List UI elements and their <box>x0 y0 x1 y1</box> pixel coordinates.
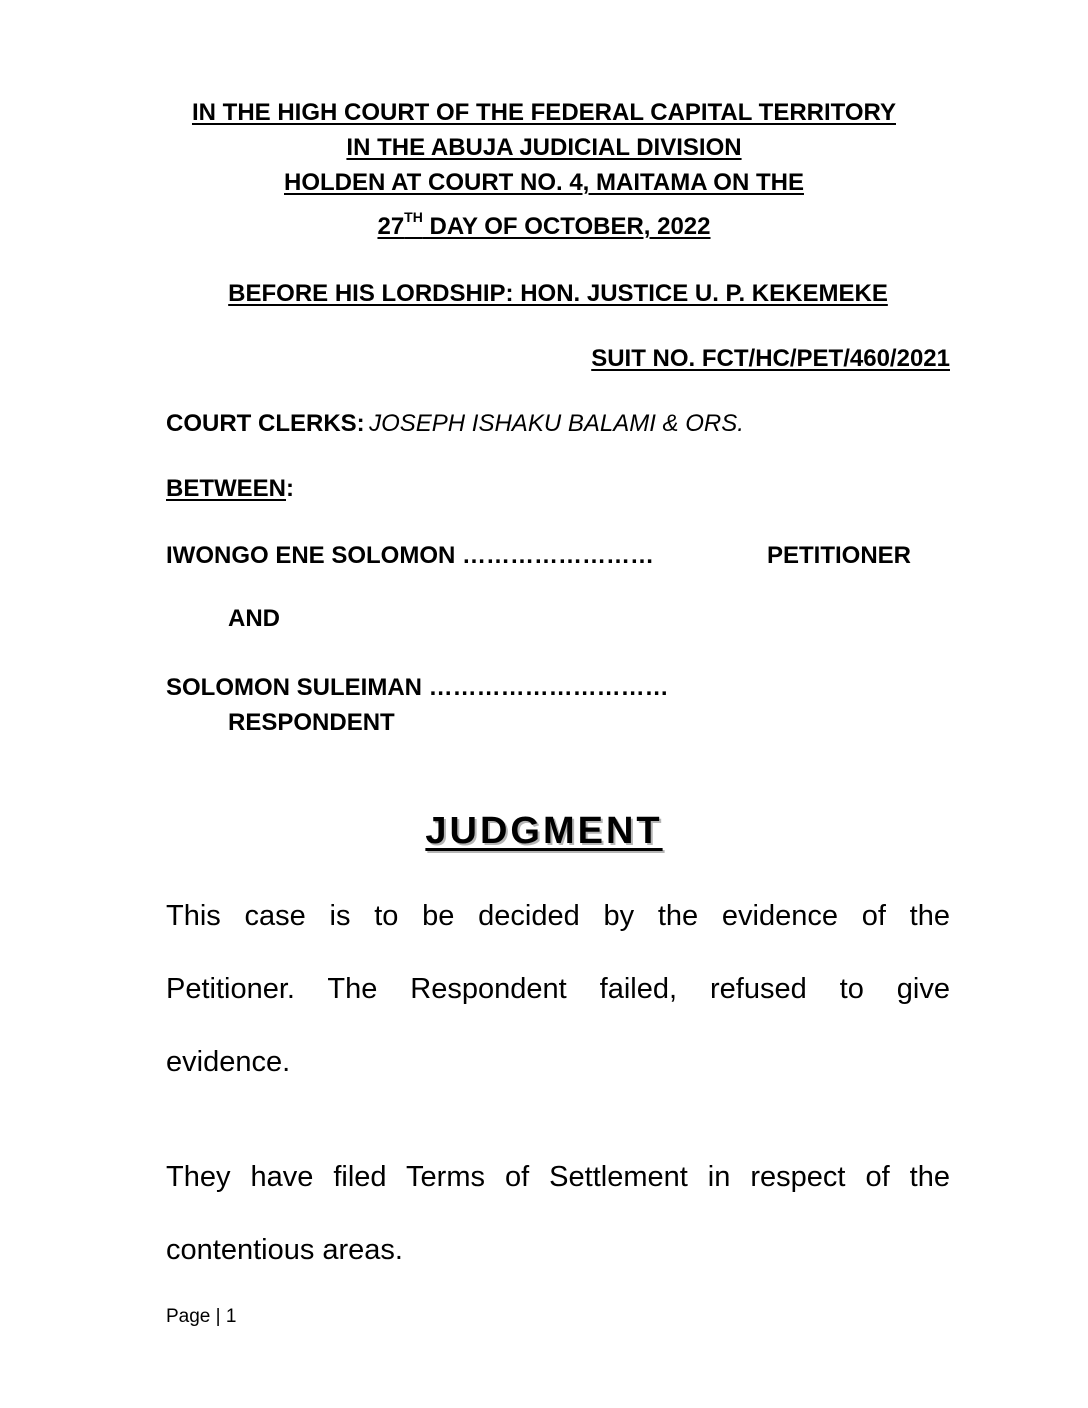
hearing-date-ordinal: TH <box>404 209 423 225</box>
between-label: BETWEEN <box>166 475 286 502</box>
hearing-date-day: 27 <box>377 213 405 240</box>
paragraph-1 <box>166 880 950 1099</box>
hearing-date-rest: DAY OF OCTOBER, 2022 <box>422 213 711 240</box>
paragraph-2 <box>166 1141 950 1287</box>
between-colon: : <box>286 475 294 502</box>
petitioner-name: IWONGO ENE SOLOMON …………………… <box>166 542 655 569</box>
court-clerks-value: JOSEPH ISHAKU BALAMI & ORS. <box>369 410 744 437</box>
paragraph-line: They have filed Terms of Settlement in respect of the <box>166 1161 950 1193</box>
court-clerks-label: COURT CLERKS: <box>166 410 365 437</box>
and-separator: AND <box>228 605 280 632</box>
suit-number: SUIT NO. FCT/HC/PET/460/2021 <box>591 345 950 372</box>
hearing-date <box>0 209 1088 241</box>
between-heading <box>166 475 294 503</box>
before-judge-line: BEFORE HIS LORDSHIP: HON. JUSTICE U. P. KEKEMEKE <box>228 280 888 307</box>
respondent-role: RESPONDENT <box>228 709 395 736</box>
paragraph-line: Petitioner. The Respondent failed, refused to give <box>166 973 950 1005</box>
paragraph-line: This case is to be decided by the evidence of the <box>166 900 950 932</box>
paragraph-line: evidence. <box>166 1046 291 1078</box>
page-number: Page | 1 <box>166 1306 237 1327</box>
court-header-line1: IN THE HIGH COURT OF THE FEDERAL CAPITAL TERRITORY <box>191 99 896 126</box>
court-header-line2: IN THE ABUJA JUDICIAL DIVISION <box>346 134 742 161</box>
petitioner-role: PETITIONER <box>767 542 912 569</box>
respondent-name: SOLOMON SULEIMAN ………………………… <box>166 674 669 701</box>
court-clerks-line <box>166 410 744 438</box>
paragraph-line: contentious areas. <box>166 1234 403 1266</box>
judgment-title: JUDGMENT <box>425 810 663 852</box>
court-header-line3: HOLDEN AT COURT NO. 4, MAITAMA ON THE <box>284 169 804 196</box>
